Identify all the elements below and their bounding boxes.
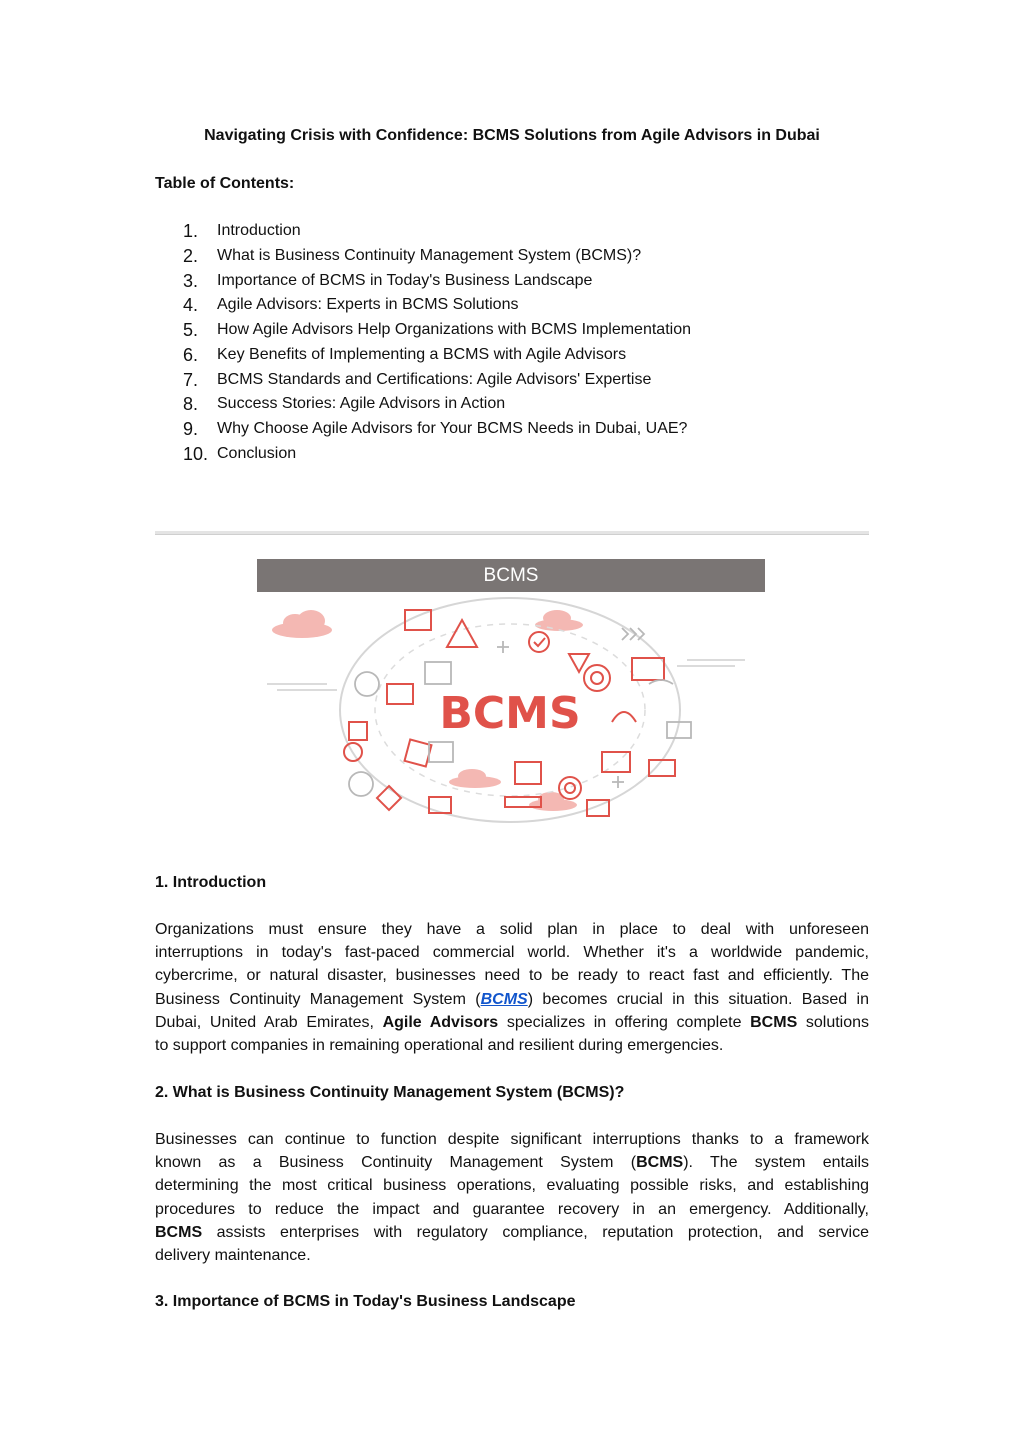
paragraph-line: BCMS assists enterprises with regulatory compliance, reputation protection, and service bbox=[155, 1223, 869, 1241]
cloud-icon bbox=[535, 610, 583, 631]
introduction-paragraph bbox=[155, 918, 869, 1057]
bcms-center-label: BCMS bbox=[439, 688, 581, 739]
bcms-illustration bbox=[257, 559, 765, 834]
bcms-diagram-graphic bbox=[257, 592, 765, 834]
motion-lines-icon bbox=[267, 660, 745, 690]
layers-icon bbox=[429, 742, 453, 762]
horizontal-divider bbox=[155, 531, 869, 535]
toc-item-text: How Agile Advisors Help Organizations with BCMS Implementation bbox=[217, 321, 691, 338]
toc-item-number: 7. bbox=[183, 369, 199, 390]
toc-item-number: 2. bbox=[183, 245, 199, 266]
paragraph-line: cybercrime, or natural disaster, businesses need to be ready to react fast and efficiently. The bbox=[155, 967, 869, 985]
toc-item-number: 5. bbox=[183, 320, 199, 340]
funnel-icon bbox=[569, 654, 589, 672]
toc-item-text: Agile Advisors: Experts in BCMS Solutions bbox=[217, 296, 519, 314]
toc-item-number: 6. bbox=[183, 344, 199, 365]
checkbox-icon bbox=[349, 722, 367, 740]
database-icon bbox=[649, 760, 675, 776]
network-icon bbox=[349, 772, 373, 796]
monitor-icon bbox=[387, 684, 413, 704]
target-icon bbox=[584, 665, 610, 691]
section-heading-what-is-bcms: 2. What is Business Continuity Management System (BCMS)? bbox=[155, 1084, 625, 1101]
toc-item-text: Key Benefits of Implementing a BCMS with Agile Advisors bbox=[217, 345, 627, 363]
bar-chart-icon bbox=[425, 662, 451, 684]
toc-item-text: Conclusion bbox=[217, 444, 297, 462]
image-card-icon bbox=[515, 762, 541, 784]
toc-item-text: Why Choose Agile Advisors for Your BCMS Needs in Dubai, UAE? bbox=[217, 420, 688, 437]
figure-banner: BCMS bbox=[257, 559, 765, 592]
plus-icon bbox=[612, 776, 624, 788]
toc-item-number: 9. bbox=[183, 419, 199, 439]
what-is-bcms-paragraph bbox=[155, 1128, 869, 1267]
paragraph-line: interruptions in today's fast-paced commercial world. Whether it's a worldwide pandemic, bbox=[155, 944, 869, 962]
paragraph-line: to support companies in remaining operational and resilient during emergencies. bbox=[155, 1036, 724, 1054]
globe-icon bbox=[355, 672, 379, 696]
toc-item-number: 1. bbox=[183, 221, 199, 241]
section-heading-importance: 3. Importance of BCMS in Today's Business Landscape bbox=[155, 1293, 576, 1310]
paragraph-line: known as a Business Continuity Management System (BCMS). The system entails bbox=[155, 1154, 869, 1172]
gauge-icon bbox=[612, 712, 636, 722]
toc-item-number: 4. bbox=[183, 295, 199, 316]
paragraph-line: determining the most critical business operations, evaluating possible risks, and establishing bbox=[155, 1177, 869, 1195]
toc-item-text: Introduction bbox=[217, 222, 301, 239]
toc-item-text: Success Stories: Agile Advisors in Action bbox=[217, 395, 506, 413]
toc-heading: Table of Contents: bbox=[155, 175, 295, 192]
toc-item-text: BCMS Standards and Certifications: Agile Advisors' Expertise bbox=[217, 370, 652, 388]
cloud-icon bbox=[449, 769, 501, 788]
document-title: Navigating Crisis with Confidence: BCMS Solutions from Agile Advisors in Dubai bbox=[204, 127, 820, 144]
paragraph-line: Businesses can continue to function despite significant interruptions thanks to a framework bbox=[155, 1131, 869, 1148]
section-heading-introduction: 1. Introduction bbox=[155, 874, 267, 891]
bcms-link[interactable]: BCMS bbox=[480, 990, 528, 1008]
plus-icon bbox=[497, 641, 509, 653]
warning-triangle-icon bbox=[447, 620, 477, 647]
cloud-icon bbox=[272, 610, 332, 638]
chevrons-icon bbox=[622, 628, 644, 640]
toc-item-number: 3. bbox=[183, 270, 199, 291]
calendar-icon bbox=[632, 658, 664, 680]
toc-item-number: 8. bbox=[183, 394, 199, 415]
paragraph-line: delivery maintenance. bbox=[155, 1246, 311, 1264]
cube-icon bbox=[405, 740, 432, 767]
check-circle-icon bbox=[529, 632, 549, 652]
toc-item-text: Importance of BCMS in Today's Business Landscape bbox=[217, 271, 593, 289]
toc-item-number: 10. bbox=[183, 443, 209, 464]
target-icon bbox=[559, 777, 581, 799]
paragraph-line: Dubai, United Arab Emirates, Agile Advisors specializes in offering complete BCMS solutions bbox=[155, 1013, 870, 1031]
paragraph-line: Organizations must ensure they have a solid plan in place to deal with unforeseen bbox=[155, 921, 869, 938]
paragraph-line: procedures to reduce the impact and guarantee recovery in an emergency. Additionally, bbox=[155, 1200, 869, 1218]
toc-item-text: What is Business Continuity Management System (BCMS)? bbox=[217, 246, 642, 264]
paragraph-line: Business Continuity Management System (BCMS) becomes crucial in this situation. Based in bbox=[155, 990, 869, 1008]
